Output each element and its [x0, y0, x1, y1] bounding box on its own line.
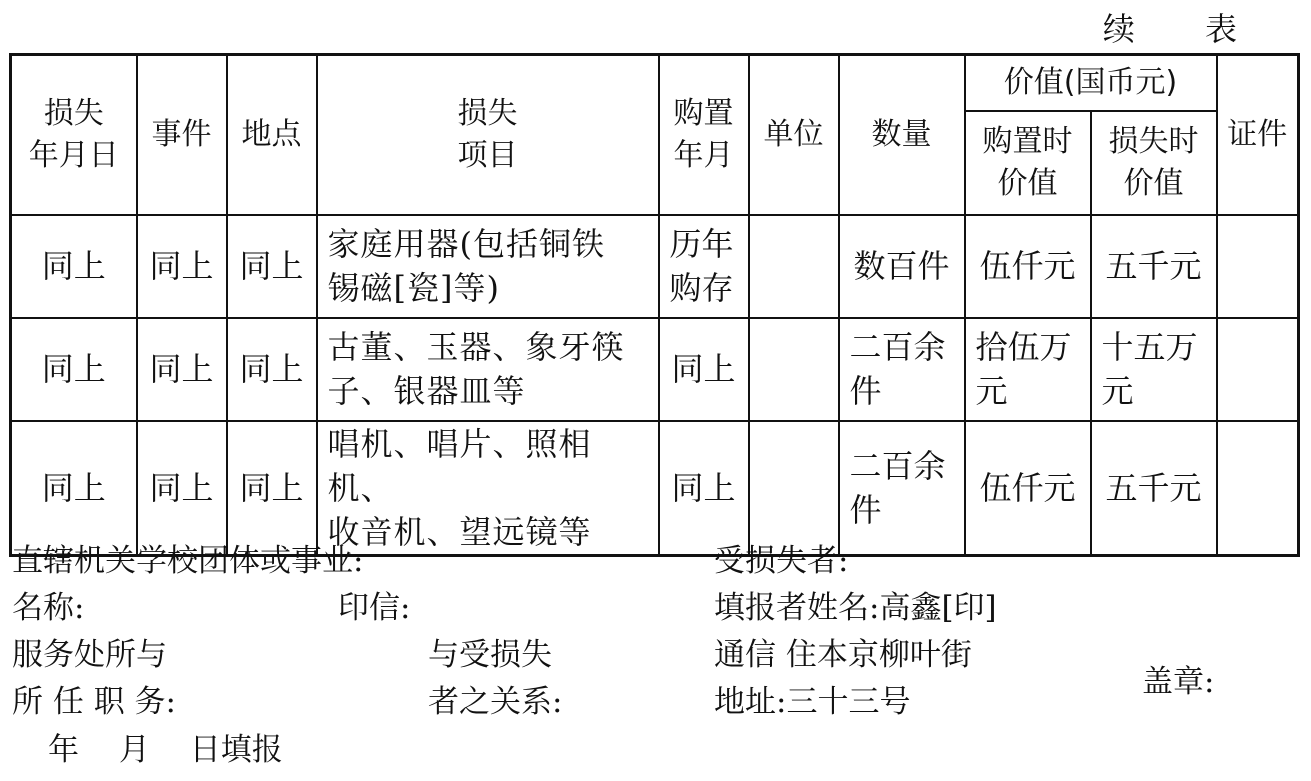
cell-loss-item: 唱机、唱片、照相机、 收音机、望远镜等: [317, 421, 659, 556]
cell-place: 同上: [227, 421, 317, 556]
cell-certificate: [1217, 318, 1299, 421]
cell-certificate: [1217, 215, 1299, 318]
cell-place: 同上: [227, 215, 317, 318]
cell-purchase-date: 历年 购存: [659, 215, 749, 318]
service-label-line1: 服务处所与: [12, 637, 167, 673]
cell-certificate: [1217, 421, 1299, 556]
cell-loss-date: 同上: [11, 421, 137, 556]
cell-loss-date: 同上: [11, 215, 137, 318]
cell-event: 同上: [137, 215, 227, 318]
cell-place: 同上: [227, 318, 317, 421]
table-body: [11, 215, 1299, 556]
cell-quantity: 数百件: [839, 215, 965, 318]
cell-value-at-loss: 五千元: [1091, 215, 1217, 318]
stamp-label: 盖章:: [1142, 664, 1215, 700]
cell-loss-date: 同上: [11, 318, 137, 421]
cell-quantity: 二百余 件: [839, 421, 965, 556]
address-line2: 地址:三十三号: [714, 684, 911, 720]
cell-loss-item: 古董、玉器、象牙筷 子、银器皿等: [317, 318, 659, 421]
loss-report-table: [9, 53, 1300, 557]
header-value-at-loss: 损失时 价值: [1091, 111, 1217, 215]
relation-label-line2: 者之关系:: [428, 684, 563, 720]
cell-purchase-date: 同上: [659, 318, 749, 421]
cell-purchase-date: 同上: [659, 421, 749, 556]
org-line: 直辖机关学校团体或事业:: [12, 543, 364, 579]
cell-value-at-purchase: 拾伍万 元: [965, 318, 1091, 421]
cell-event: 同上: [137, 318, 227, 421]
header-value-at-purchase: 购置时 价值: [965, 111, 1091, 215]
cell-value-at-purchase: 伍仟元: [965, 421, 1091, 556]
header-loss-item: 损失 项目: [317, 55, 659, 215]
cell-unit: [749, 215, 839, 318]
header-unit: 单位: [749, 55, 839, 215]
table-row: [11, 215, 1299, 318]
relation-label-line1: 与受损失: [428, 637, 552, 673]
header-event: 事件: [137, 55, 227, 215]
header-certificate: 证件: [1217, 55, 1299, 215]
cell-unit: [749, 421, 839, 556]
cell-value-at-loss: 十五万 元: [1091, 318, 1217, 421]
date-line: 年 月 日填报: [48, 732, 283, 768]
cell-quantity: 二百余 件: [839, 318, 965, 421]
header-quantity: 数量: [839, 55, 965, 215]
cell-event: 同上: [137, 421, 227, 556]
cell-unit: [749, 318, 839, 421]
table-row: [11, 318, 1299, 421]
cell-value-at-loss: 五千元: [1091, 421, 1217, 556]
header-loss-date: 损失 年月日: [11, 55, 137, 215]
header-purchase-date: 购置 年月: [659, 55, 749, 215]
seal-label: 印信:: [338, 590, 411, 626]
cell-loss-item: 家庭用器(包括铜铁 锡磁[瓷]等): [317, 215, 659, 318]
continued-label: 续 表: [1102, 10, 1267, 48]
header-place: 地点: [227, 55, 317, 215]
victim-label: 受损失者:: [714, 543, 849, 579]
table-row: [11, 421, 1299, 556]
filler-name: 填报者姓名:高鑫[印]: [714, 590, 997, 626]
name-label: 名称:: [12, 590, 85, 626]
header-value-group: 价值(国币元): [965, 55, 1217, 111]
address-line1: 通信 住本京柳叶街: [714, 637, 972, 673]
service-label-line2: 所 任 职 务:: [12, 684, 177, 720]
cell-value-at-purchase: 伍仟元: [965, 215, 1091, 318]
